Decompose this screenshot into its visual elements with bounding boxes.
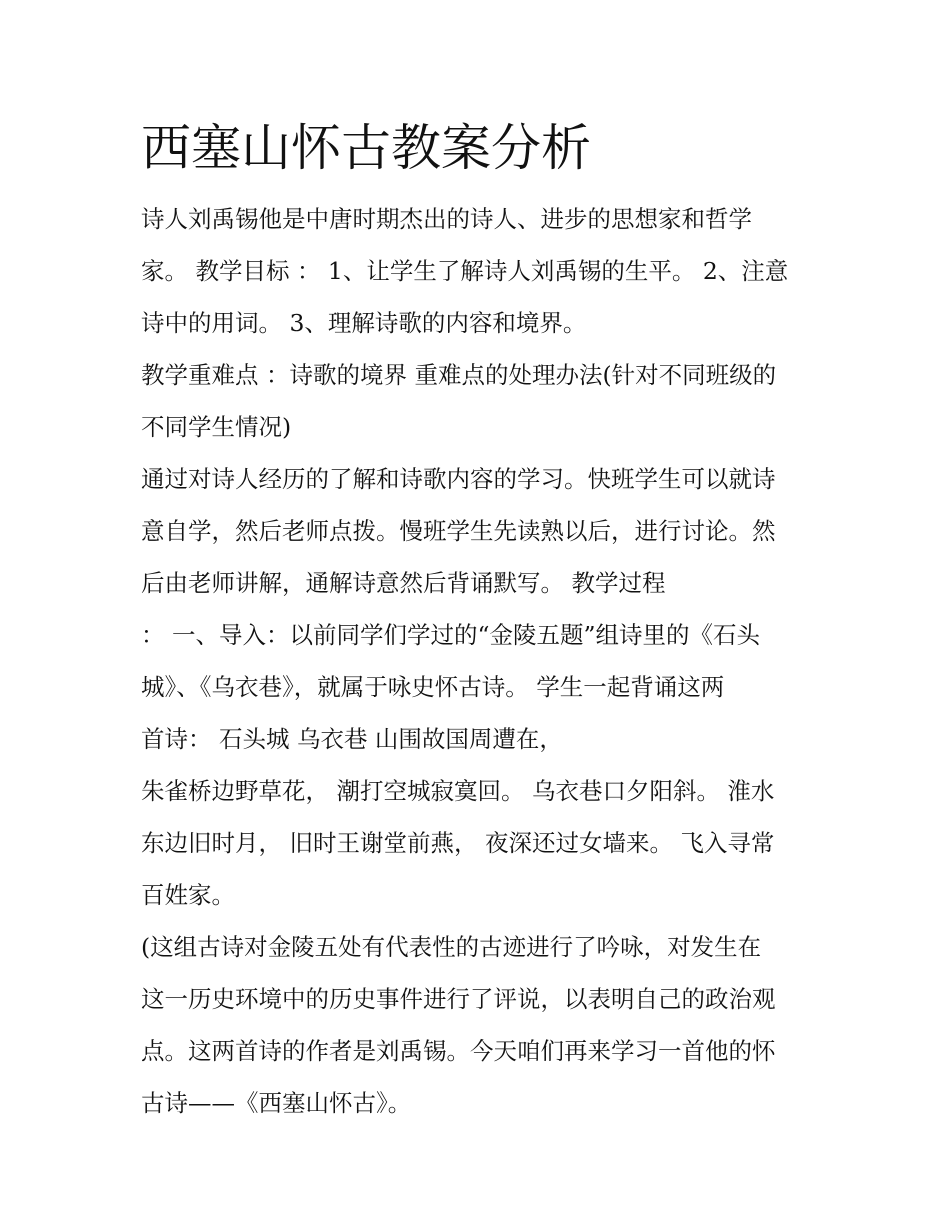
body-line: 不同学生情况) [141, 413, 292, 441]
body-line: 教学重难点 ：诗歌的境界 重难点的处理办法(针对不同班级的 [141, 361, 777, 389]
document-body [141, 193, 821, 1129]
body-line: 诗人刘禹锡他是中唐时期杰出的诗人、进步的思想家和哲学 [141, 205, 752, 233]
body-line: 城》、《乌衣巷》，就属于咏史怀古诗。 学生一起背诵这两 [141, 673, 725, 701]
body-line: 诗中的用词。 3、理解诗歌的内容和境界。 [141, 309, 587, 337]
body-line: (这组古诗对金陵五处有代表性的古迹进行了吟咏，对发生在 [141, 933, 762, 961]
body-line: 点。这两首诗的作者是刘禹锡。今天咱们再来学习一首他的怀 [141, 1037, 776, 1065]
document-title: 西塞山怀古教案分析 [141, 119, 591, 177]
body-line: 首诗： 石头城 乌衣巷 山围故国周遭在， [141, 725, 563, 753]
body-line: 通过对诗人经历的了解和诗歌内容的学习。快班学生可以就诗 [141, 465, 776, 493]
body-line: 古诗——《西塞山怀古》。 [141, 1089, 412, 1117]
body-line: 后由老师讲解，通解诗意然后背诵默写。 教学过程 [141, 569, 666, 597]
body-line: 东边旧时月， 旧时王谢堂前燕， 夜深还过女墙来。 飞入寻常 [141, 829, 775, 857]
body-line: 朱雀桥边野草花， 潮打空城寂寞回。 乌衣巷口夕阳斜。 淮水 [141, 777, 775, 805]
body-line: 意自学，然后老师点拨。慢班学生先读熟以后，进行讨论。然 [141, 517, 776, 545]
body-line: 家。 教学目标 ： 1、让学生了解诗人刘禹锡的生平。 2、注意 [141, 257, 789, 285]
body-line: ： 一、导入：以前同学们学过的“金陵五题”组诗里的《石头 [141, 621, 760, 649]
body-line: 百姓家。 [141, 881, 235, 909]
body-line: 这一历史环境中的历史事件进行了评说，以表明自己的政治观 [141, 985, 776, 1013]
